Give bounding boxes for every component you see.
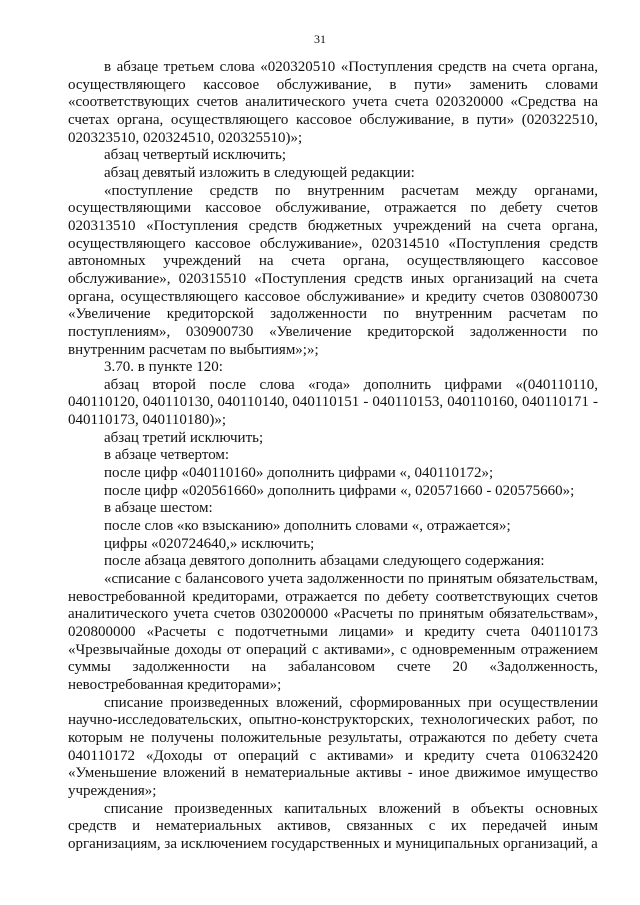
paragraph: в абзаце шестом: xyxy=(104,500,213,517)
paragraph: после слов «ко взысканию» дополнить словами «, отражается»; xyxy=(104,518,511,535)
page-number: 31 xyxy=(314,32,326,46)
paragraph: абзац третий исключить; xyxy=(104,429,264,446)
paragraph: после цифр «040110160» дополнить цифрами «, 040110172»; xyxy=(104,465,494,482)
paragraph: абзац второй после слова «года» дополнить цифрами «(040110110, 040110120, 040110130, 040110140, 040110151 - 040110153, 040110160, 040110171 - 040110173, 040110180)»; xyxy=(68,376,598,429)
paragraph: «поступление средств по внутренним расчетам между органами, осуществляющими кассовое обслуживание, отражается по дебету счетов 020313510 «Поступления средств бюджетных учреждений на счета органа, осуществляющего кассовое обслуживание», 020314510 «Поступления средств автономных учреждений на счета органа, осуществляющего кассовое обслуживание», 020315510 «Поступления средств иных организаций на счета органа, осуществляющего кассовое обслуживание» и кредиту счетов 030800730 «Увеличение кредиторской задолженности по внутренним расчетам по поступлениям», 030900730 «Увеличение кредиторской задолженности по внутренним расчетам по выбытиям»;»; xyxy=(68,182,598,358)
paragraph: абзац четвертый исключить; xyxy=(104,147,286,164)
paragraph: 3.70. в пункте 120: xyxy=(104,359,223,376)
paragraph: абзац девятый изложить в следующей редакции: xyxy=(104,164,415,181)
paragraph: «списание с балансового учета задолженности по принятым обязательствам, невостребованной кредиторами, отражается по дебету соответствующих счетов аналитического учета счетов 030200000 «Расчеты по принятым обязательствам», 020800000 «Расчеты с подотчетными лицами» и кредиту счета 040110173 «Чрезвычайные доходы от операций с активами», с одновременным отражением суммы задолженности на забалансовом счете 20 «Задолженность, невостребованная кредиторами»; xyxy=(68,571,598,693)
paragraph: после цифр «020561660» дополнить цифрами «, 020571660 - 020575660»; xyxy=(104,482,575,499)
paragraph: после абзаца девятого дополнить абзацами следующего содержания: xyxy=(104,553,545,570)
paragraph: цифры «020724640,» исключить; xyxy=(104,535,315,552)
paragraph: в абзаце четвертом: xyxy=(104,447,230,464)
paragraph: в абзаце третьем слова «020320510 «Поступления средств на счета органа, осуществляющего кассовое обслуживание, в пути» заменить словами «соответствующих счетов аналитического учета счета 020320000 «Средства на счетах органа, осуществляющего кассовое обслуживание, в пути» (020322510, 020323510, 020324510, 020325510)»; xyxy=(68,59,598,146)
paragraph: списание произведенных капитальных вложений в объекты основных средств и нематериальных активов, связанных с их передачей иным организациям, за исключением государственных и муниципальных организаций, а xyxy=(68,800,598,852)
document-body xyxy=(68,59,598,854)
paragraph: списание произведенных вложений, сформированных при осуществлении научно-исследовательских, опытно-конструкторских, технологических работ, по которым не получены положительные результаты, отражаются по дебету счета 040110172 «Доходы от операций с активами» и кредиту счета 010632420 «Уменьшение вложений в нематериальные активы - иное движимое имущество учреждения»; xyxy=(68,694,598,799)
